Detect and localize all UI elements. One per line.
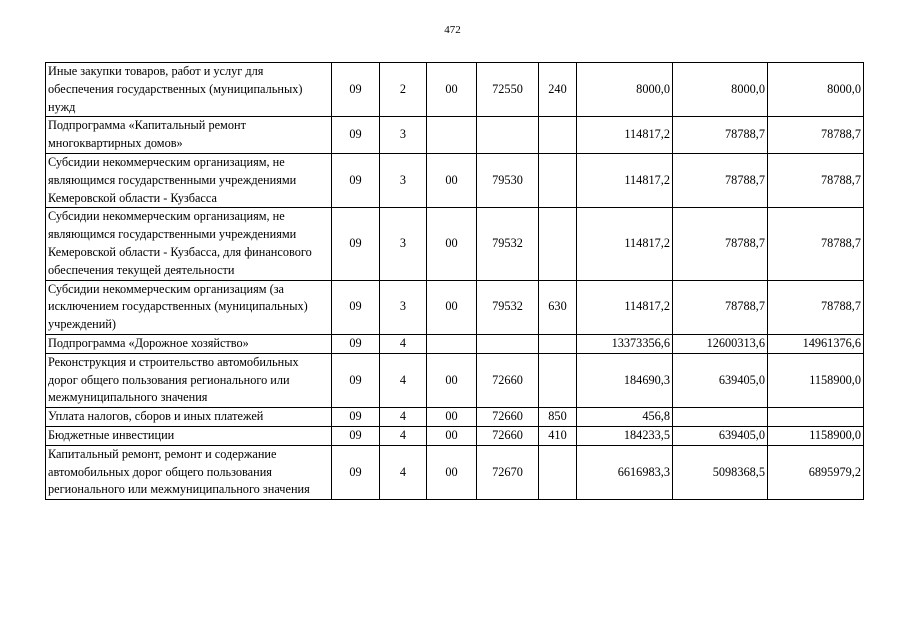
row-name: Реконструкция и строительство автомобильных дорог общего пользования регионального или межмуниципального значения (46, 353, 332, 407)
section-code: 09 (332, 445, 380, 499)
amount-year-1: 114817,2 (577, 208, 673, 280)
program-code: 00 (427, 280, 477, 334)
amount-year-1: 6616983,3 (577, 445, 673, 499)
target-code: 72660 (477, 353, 539, 407)
section-code: 09 (332, 117, 380, 154)
target-code (477, 334, 539, 353)
row-name: Капитальный ремонт, ремонт и содержание автомобильных дорог общего пользования регионального или межмуниципального значения (46, 445, 332, 499)
section-code: 09 (332, 153, 380, 207)
subsection-code: 3 (380, 153, 427, 207)
program-code: 00 (427, 408, 477, 427)
row-name: Подпрограмма «Дорожное хозяйство» (46, 334, 332, 353)
expense-type-code: 410 (539, 426, 577, 445)
expense-type-code (539, 353, 577, 407)
section-code: 09 (332, 408, 380, 427)
row-name: Субсидии некоммерческим организациям, не являющимся государственными учреждениями Кемеровской области - Кузбасса (46, 153, 332, 207)
amount-year-3: 1158900,0 (768, 353, 864, 407)
amount-year-3: 14961376,6 (768, 334, 864, 353)
expense-type-code: 850 (539, 408, 577, 427)
amount-year-2 (673, 408, 768, 427)
target-code: 72670 (477, 445, 539, 499)
amount-year-2: 78788,7 (673, 153, 768, 207)
program-code (427, 334, 477, 353)
target-code: 79530 (477, 153, 539, 207)
table-row (46, 353, 864, 407)
amount-year-2: 78788,7 (673, 208, 768, 280)
subsection-code: 3 (380, 117, 427, 154)
program-code: 00 (427, 353, 477, 407)
amount-year-3: 6895979,2 (768, 445, 864, 499)
amount-year-1: 184690,3 (577, 353, 673, 407)
section-code: 09 (332, 426, 380, 445)
expense-type-code (539, 334, 577, 353)
subsection-code: 3 (380, 280, 427, 334)
table-row (46, 334, 864, 353)
amount-year-3: 8000,0 (768, 63, 864, 117)
program-code: 00 (427, 445, 477, 499)
amount-year-2: 78788,7 (673, 280, 768, 334)
amount-year-1: 184233,5 (577, 426, 673, 445)
program-code: 00 (427, 153, 477, 207)
table-row (46, 445, 864, 499)
expense-type-code (539, 153, 577, 207)
row-name: Субсидии некоммерческим организациям (за исключением государственных (муниципальных) учреждений) (46, 280, 332, 334)
amount-year-1: 456,8 (577, 408, 673, 427)
section-code: 09 (332, 63, 380, 117)
program-code: 00 (427, 208, 477, 280)
table-row (46, 63, 864, 117)
table-row (46, 426, 864, 445)
amount-year-3: 78788,7 (768, 208, 864, 280)
row-name: Подпрограмма «Капитальный ремонт многоквартирных домов» (46, 117, 332, 154)
expense-type-code (539, 208, 577, 280)
amount-year-3: 78788,7 (768, 153, 864, 207)
amount-year-2: 78788,7 (673, 117, 768, 154)
target-code: 79532 (477, 280, 539, 334)
subsection-code: 4 (380, 426, 427, 445)
row-name: Бюджетные инвестиции (46, 426, 332, 445)
amount-year-1: 8000,0 (577, 63, 673, 117)
amount-year-2: 639405,0 (673, 426, 768, 445)
expense-type-code (539, 445, 577, 499)
section-code: 09 (332, 334, 380, 353)
amount-year-3: 78788,7 (768, 117, 864, 154)
section-code: 09 (332, 208, 380, 280)
subsection-code: 2 (380, 63, 427, 117)
amount-year-2: 5098368,5 (673, 445, 768, 499)
target-code: 79532 (477, 208, 539, 280)
target-code: 72660 (477, 426, 539, 445)
subsection-code: 4 (380, 408, 427, 427)
program-code: 00 (427, 426, 477, 445)
page-number: 472 (444, 24, 461, 36)
amount-year-2: 639405,0 (673, 353, 768, 407)
subsection-code: 4 (380, 353, 427, 407)
program-code: 00 (427, 63, 477, 117)
table-row (46, 117, 864, 154)
row-name: Иные закупки товаров, работ и услуг для обеспечения государственных (муниципальных) нужд (46, 63, 332, 117)
amount-year-3 (768, 408, 864, 427)
budget-table (45, 62, 864, 500)
expense-type-code: 630 (539, 280, 577, 334)
target-code (477, 117, 539, 154)
subsection-code: 4 (380, 445, 427, 499)
amount-year-3: 78788,7 (768, 280, 864, 334)
amount-year-2: 8000,0 (673, 63, 768, 117)
table-row (46, 408, 864, 427)
amount-year-1: 114817,2 (577, 280, 673, 334)
table-row (46, 153, 864, 207)
table-row (46, 280, 864, 334)
expense-type-code: 240 (539, 63, 577, 117)
expense-type-code (539, 117, 577, 154)
amount-year-1: 114817,2 (577, 117, 673, 154)
amount-year-2: 12600313,6 (673, 334, 768, 353)
table-row (46, 208, 864, 280)
row-name: Уплата налогов, сборов и иных платежей (46, 408, 332, 427)
target-code: 72550 (477, 63, 539, 117)
row-name: Субсидии некоммерческим организациям, не являющимся государственными учреждениями Кемеровской области - Кузбасса, для финансового обеспечения текущей деятельности (46, 208, 332, 280)
section-code: 09 (332, 280, 380, 334)
amount-year-3: 1158900,0 (768, 426, 864, 445)
amount-year-1: 114817,2 (577, 153, 673, 207)
subsection-code: 3 (380, 208, 427, 280)
subsection-code: 4 (380, 334, 427, 353)
target-code: 72660 (477, 408, 539, 427)
section-code: 09 (332, 353, 380, 407)
program-code (427, 117, 477, 154)
amount-year-1: 13373356,6 (577, 334, 673, 353)
